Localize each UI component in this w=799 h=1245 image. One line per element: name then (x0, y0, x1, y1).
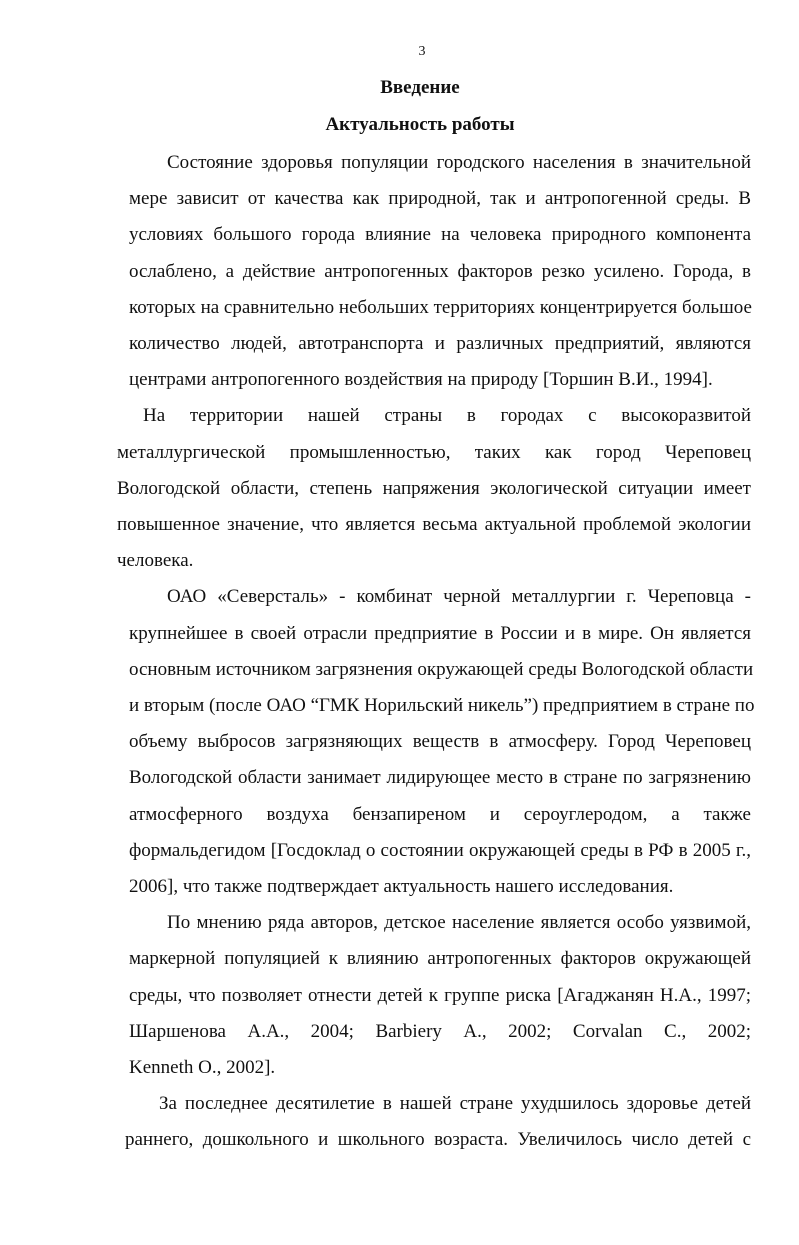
paragraph-2 (91, 398, 751, 579)
text-line: Состояние здоровья популяции городского населения в значительной (167, 152, 751, 173)
text-line: 2006], что также подтверждает актуальность нашего исследования. (129, 876, 674, 898)
text-line: Вологодской области занимает лидирующее место в стране по загрязнению (129, 767, 751, 789)
text-line: атмосферного воздуха бензапиреном и сероуглеродом, а также (129, 803, 751, 825)
text-line: мере зависит от качества как природной, так и антропогенной среды. В (129, 188, 751, 210)
text-line: маркерной популяцией к влиянию антропогенных факторов окружающей (129, 948, 751, 970)
text-line: объему выбросов загрязняющих веществ в атмосферу. Город Череповец (129, 731, 751, 753)
text-line: основным источником загрязнения окружающей среды Вологодской области (129, 658, 754, 680)
text-line: количество людей, автотранспорта и различных предприятий, являются (129, 333, 751, 355)
text-line: Вологодской области, степень напряжения экологической ситуации имеет (117, 477, 751, 499)
text-line: и вторым (после ОАО “ГМК Норильский никель”) предприятием в стране по (129, 695, 755, 717)
text-line: ОАО «Северсталь» - комбинат черной металлургии г. Череповца - (167, 586, 751, 608)
text-line: среды, что позволяет отнести детей к группе риска [Агаджанян Н.А., 1997; (129, 984, 751, 1006)
text-line: За последнее десятилетие в нашей стране ухудшилось здоровье детей (159, 1093, 751, 1115)
text-line: По мнению ряда авторов, детское население является особо уязвимой, (167, 912, 751, 934)
paragraph-3 (91, 579, 755, 905)
text-line: центрами антропогенного воздействия на природу [Торшин В.И., 1994]. (129, 369, 713, 391)
paragraph-1 (91, 145, 751, 398)
text-line: ослаблено, а действие антропогенных факторов резко усилено. Города, в (129, 260, 751, 282)
paragraph-5 (91, 1086, 751, 1158)
text-line: формальдегидом [Госдоклад о состоянии окружающей среды в РФ в 2005 г., (129, 839, 751, 861)
body-text (91, 145, 755, 1159)
text-line: условиях большого города влияние на человека природного компонента (129, 224, 751, 246)
text-line: которых на сравнительно небольших территориях концентрируется большое (129, 296, 752, 318)
text-line: человека. (117, 550, 194, 572)
text-line: Шаршенова А.А., 2004; Barbiery А., 2002; Corvalan C., 2002; (129, 1020, 751, 1042)
text-line: повышенное значение, что является весьма актуальной проблемой экологии (117, 514, 751, 536)
text-line: раннего, дошкольного и школьного возраста. Увеличилось число детей с (125, 1129, 751, 1151)
text-line: металлургической промышленностью, таких как город Череповец (117, 441, 751, 463)
text-line: крупнейшее в своей отрасли предприятие в России и в мире. Он является (129, 622, 751, 644)
page-number: 3 (418, 44, 426, 59)
paragraph-4 (91, 905, 751, 1086)
text-line: На территории нашей страны в городах с высокоразвитой (143, 405, 751, 427)
heading-introduction: Введение (380, 77, 460, 98)
heading-relevance: Актуальность работы (325, 114, 515, 135)
text-line: Kenneth O., 2002]. (129, 1057, 276, 1079)
